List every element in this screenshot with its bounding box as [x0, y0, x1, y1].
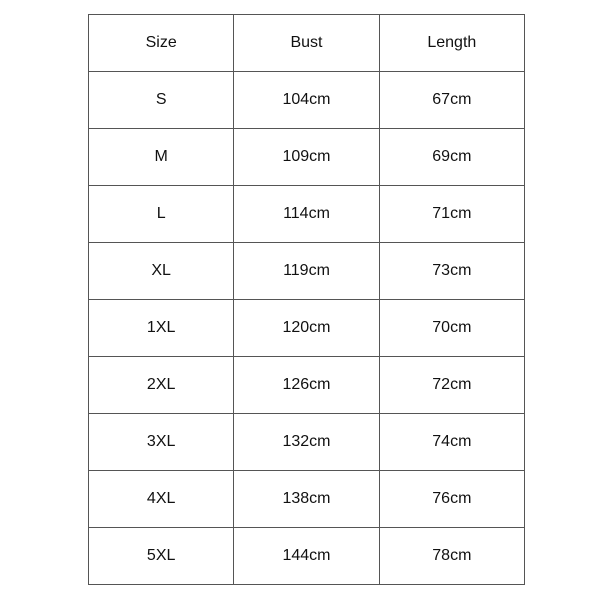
table-row	[89, 300, 525, 357]
header-row	[89, 15, 525, 72]
cell-length: 70cm	[379, 300, 524, 357]
cell-length: 69cm	[379, 129, 524, 186]
cell-bust: 132cm	[234, 414, 379, 471]
cell-size: M	[89, 129, 234, 186]
cell-bust: 126cm	[234, 357, 379, 414]
cell-length: 71cm	[379, 186, 524, 243]
cell-length: 72cm	[379, 357, 524, 414]
cell-bust: 104cm	[234, 72, 379, 129]
table-row	[89, 471, 525, 528]
cell-bust: 114cm	[234, 186, 379, 243]
cell-size: 4XL	[89, 471, 234, 528]
cell-size: XL	[89, 243, 234, 300]
table-row	[89, 243, 525, 300]
size-chart-table	[88, 14, 525, 585]
cell-length: 76cm	[379, 471, 524, 528]
cell-length: 78cm	[379, 528, 524, 585]
header-bust: Bust	[234, 15, 379, 72]
cell-bust: 144cm	[234, 528, 379, 585]
table-body	[89, 72, 525, 585]
cell-length: 67cm	[379, 72, 524, 129]
cell-bust: 109cm	[234, 129, 379, 186]
cell-size: 3XL	[89, 414, 234, 471]
table-row	[89, 129, 525, 186]
cell-length: 74cm	[379, 414, 524, 471]
table-row	[89, 414, 525, 471]
header-size: Size	[89, 15, 234, 72]
table-row	[89, 72, 525, 129]
cell-bust: 120cm	[234, 300, 379, 357]
cell-bust: 119cm	[234, 243, 379, 300]
cell-size: 5XL	[89, 528, 234, 585]
table-row	[89, 186, 525, 243]
table-row	[89, 528, 525, 585]
cell-size: 1XL	[89, 300, 234, 357]
table-row	[89, 357, 525, 414]
header-length: Length	[379, 15, 524, 72]
cell-size: S	[89, 72, 234, 129]
cell-size: 2XL	[89, 357, 234, 414]
cell-size: L	[89, 186, 234, 243]
table-header	[89, 15, 525, 72]
cell-bust: 138cm	[234, 471, 379, 528]
cell-length: 73cm	[379, 243, 524, 300]
